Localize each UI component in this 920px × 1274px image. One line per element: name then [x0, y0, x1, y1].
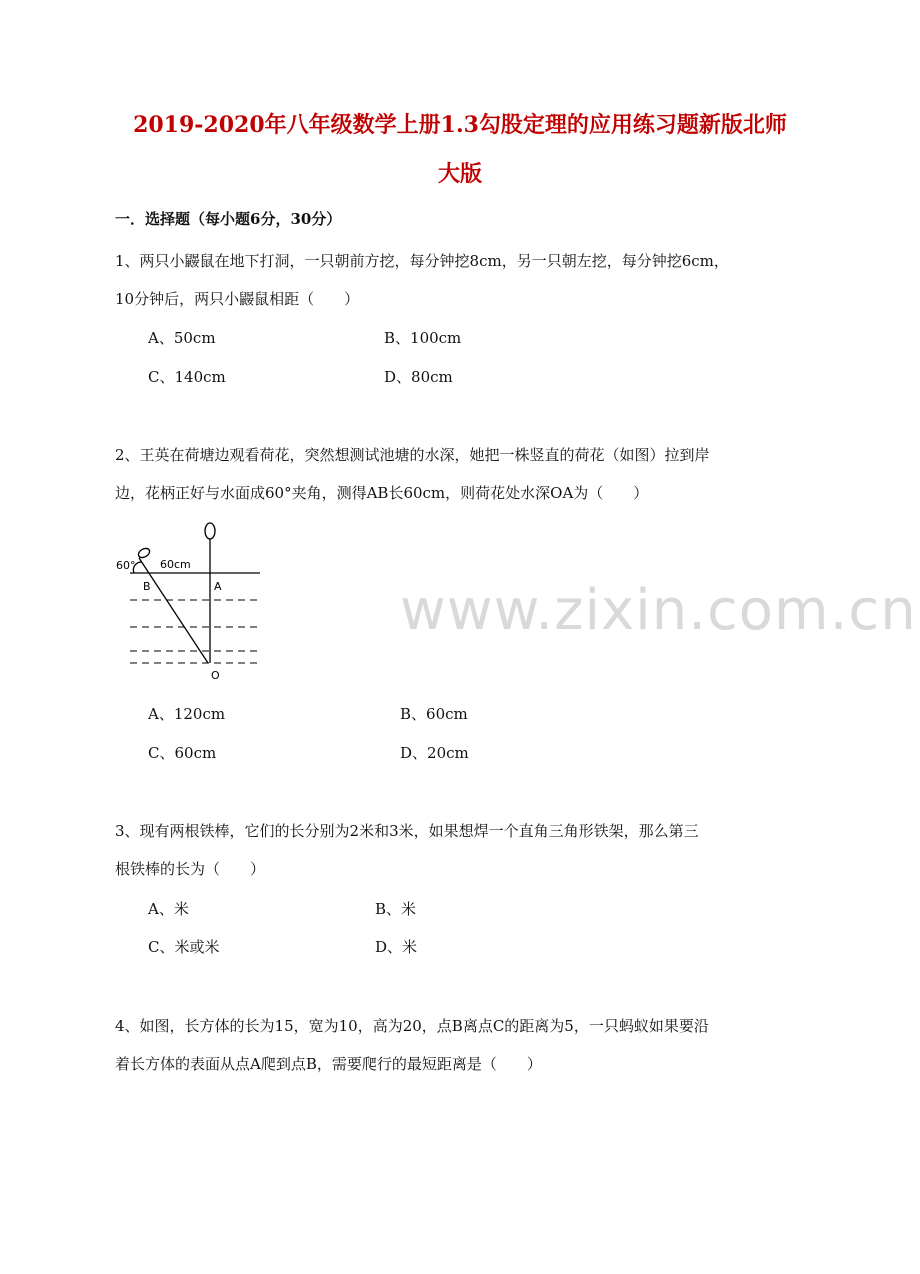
question-3-option-c: C、米或米 — [148, 938, 220, 956]
lotus-stem-tilted — [139, 558, 208, 663]
question-3-line-1: 3、现有两根铁棒，它们的长分别为2米和3米，如果想焊一个直角三角形铁架，那么第三 — [115, 822, 699, 840]
angle-label: 60° — [116, 559, 136, 572]
question-2-option-c: C、60cm — [148, 744, 217, 762]
question-3-option-b: B、米 — [375, 900, 417, 918]
watermark: www.zixin.com.cn — [400, 578, 917, 643]
question-4-line-2: 着长方体的表面从点A爬到点B，需要爬行的最短距离是（ ） — [115, 1055, 542, 1073]
document-title-line-1: 2019-2020年八年级数学上册1.3勾股定理的应用练习题新版北师 — [133, 112, 787, 138]
question-2-option-b: B、60cm — [400, 705, 468, 723]
lotus-flower-tilted — [137, 547, 151, 560]
question-1-line-1: 1、两只小鼹鼠在地下打洞，一只朝前方挖，每分钟挖8cm，另一只朝左挖，每分钟挖6cm， — [115, 252, 729, 270]
question-4-line-1: 4、如图，长方体的长为15，宽为10，高为20，点B离点C的距离为5，一只蚂蚁如果要沿 — [115, 1017, 709, 1035]
question-1-option-b: B、100cm — [384, 329, 462, 347]
question-2-option-a: A、120cm — [148, 705, 226, 723]
question-1-line-2: 10分钟后，两只小鼹鼠相距（ ） — [115, 290, 360, 308]
lotus-pond-figure — [112, 520, 264, 684]
question-1-option-a: A、50cm — [148, 329, 216, 347]
document-title-line-2: 大版 — [437, 161, 482, 187]
point-a-label: A — [214, 580, 222, 593]
lotus-flower-upright — [205, 523, 215, 539]
point-b-label: B — [143, 580, 151, 593]
section-heading: 一．选择题（每小题6分，30分） — [115, 210, 342, 228]
question-1-option-c: C、140cm — [148, 368, 226, 386]
question-3-option-d: D、米 — [375, 938, 418, 956]
point-o-label: O — [211, 669, 220, 682]
length-label: 60cm — [160, 558, 191, 571]
question-3-line-2: 根铁棒的长为（ ） — [115, 860, 266, 878]
question-3-option-a: A、米 — [148, 900, 189, 918]
question-1-option-d: D、80cm — [384, 368, 453, 386]
question-2-line-1: 2、王英在荷塘边观看荷花，突然想测试池塘的水深，她把一株竖直的荷花（如图）拉到岸 — [115, 446, 710, 464]
question-2-option-d: D、20cm — [400, 744, 469, 762]
question-2-line-2: 边，花柄正好与水面成60°夹角，测得AB长60cm，则荷花处水深OA为（ ） — [115, 484, 649, 502]
